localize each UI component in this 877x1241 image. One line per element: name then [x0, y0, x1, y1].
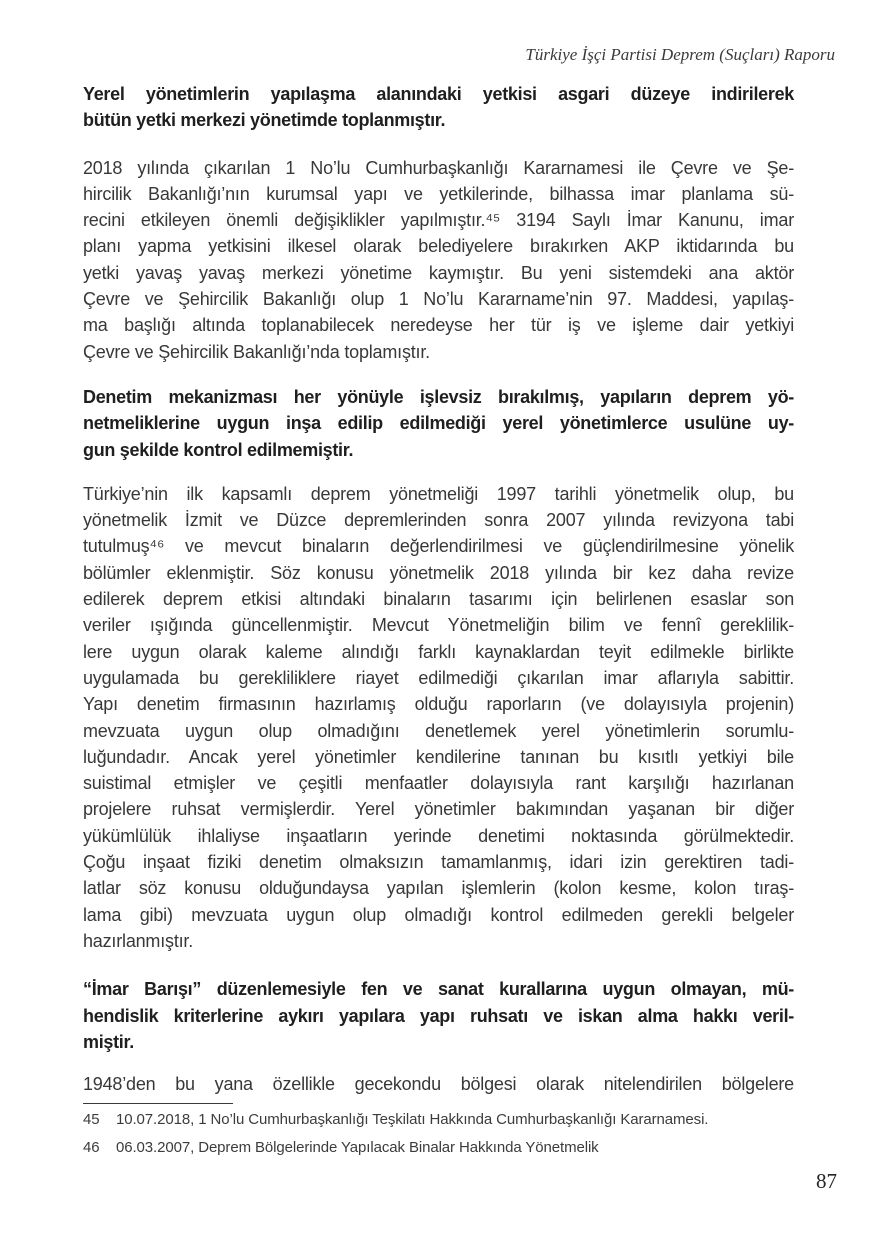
text-line: gun şekilde kontrol edilmemiştir.	[83, 439, 354, 460]
footnote-45	[83, 1110, 794, 1130]
text-line: miştir.	[83, 1031, 134, 1052]
text-line: Yapı denetim firmasının hazırlamış olduğu raporların (ve dolayısıyla projenin)	[83, 694, 794, 715]
text-line: bütün yetki merkezi yönetimde toplanmıştır.	[83, 110, 446, 131]
footnote-46	[83, 1138, 794, 1158]
text-line: 1948’den bu yana özellikle gecekondu bölgesi olarak nitelendirilen bölgelere	[83, 1074, 794, 1095]
text-line: tutulmuş⁴⁶ ve mevcut binaların değerlendirilmesi ve güçlendirilmesine yönelik	[83, 536, 794, 557]
text-line: hazırlanmıştır.	[83, 930, 194, 951]
text-line: yükümlülük ihlaliyse inşaatların yerinde denetimi noktasında görülmektedir.	[83, 825, 794, 846]
running-header: Türkiye İşçi Partisi Deprem (Suçları) Raporu	[525, 45, 835, 64]
text-line: Çevre ve Şehircilik Bakanlığı’nda toplamıştır.	[83, 341, 430, 362]
text-line: recini etkileyen önemli değişiklikler yapılmıştır.⁴⁵ 3194 Saylı İmar Kanunu, imar	[83, 210, 794, 231]
page-number: 87	[816, 1169, 837, 1193]
text-line: lama gibi) mevzuata uygun olup olmadığı kontrol edilmeden gerekli belgeler	[83, 904, 794, 925]
paragraph-2	[83, 481, 794, 954]
text-line: Çoğu inşaat fiziki denetim olmaksızın tamamlanmış, idari izin gerektiren tadi-	[83, 852, 794, 873]
paragraph-3	[83, 1071, 794, 1097]
text-line: hendislik kriterlerine aykırı yapılara yapı ruhsatı ve iskan alma hakkı veril-	[83, 1005, 794, 1026]
paragraph-1	[83, 155, 794, 365]
text-line: planı yapma yetkisini ilkesel olarak belediyelere bırakırken AKP iktidarında bu	[83, 236, 794, 257]
text-line: bölümler eklenmiştir. Söz konusu yönetmelik 2018 yılında bir kez daha revize	[83, 562, 794, 583]
footnote-text: 10.07.2018, 1 No’lu Cumhurbaşkanlığı Teşkilatı Hakkında Cumhurbaşkanlığı Kararnamesi.	[116, 1111, 709, 1128]
text-line: veriler ışığında güncellenmiştir. Mevcut Yönetmeliğin bilim ve fennî gereklilik-	[83, 615, 794, 636]
text-line: Yerel yönetimlerin yapılaşma alanındaki yetkisi asgari düzeye indirilerek	[83, 84, 794, 104]
text-line: ma başlığı altında toplanabilecek neredeyse her tür iş ve işleme dair yetkiyi	[83, 315, 794, 336]
text-line: suistimal etmişler ve çeşitli menfaatler dolayısıyla rant karşılığı hazırlanan	[83, 773, 794, 794]
text-line: luğundadır. Ancak yerel yönetimler kendilerine tanınan bu kısıtlı yetkiyi bile	[83, 746, 794, 767]
text-line: Çevre ve Şehircilik Bakanlığı olup 1 No’lu Kararname’nin 97. Maddesi, yapılaş-	[83, 289, 794, 310]
text-line: Denetim mekanizması her yönüyle işlevsiz bırakılmış, yapıların deprem yö-	[83, 386, 794, 407]
text-line: Türkiye’nin ilk kapsamlı deprem yönetmeliği 1997 tarihli yönetmelik olup, bu	[83, 483, 794, 504]
footnote-number: 46	[83, 1139, 100, 1156]
section-heading-2	[83, 384, 794, 463]
text-line: projelere ruhsat vermişlerdir. Yerel yönetimler bakımından yaşanan bir diğer	[83, 799, 794, 820]
text-line: uygulamada bu gerekliliklere riayet edilmediği çıkarılan imar aflarıyla sabittir.	[83, 667, 794, 688]
text-line: hircilik Bakanlığı’nın kurumsal yapı ve yetkilerinde, bilhassa imar planlama sü-	[83, 183, 794, 204]
text-line: lere uygun olarak kaleme alındığı farklı kaynaklardan teyit edilmekle birlikte	[83, 641, 794, 662]
section-heading-1	[83, 81, 794, 134]
footnote-separator	[83, 1103, 233, 1104]
section-heading-3	[83, 976, 794, 1055]
text-line: yetki yavaş yavaş merkezi yönetime kaymıştır. Bu yeni sistemdeki ana aktör	[83, 262, 794, 283]
text-line: edilerek deprem etkisi altındaki binaların tasarımı için belirlenen esaslar son	[83, 589, 794, 610]
footnote-number: 45	[83, 1111, 100, 1128]
text-line: mevzuata uygun olup olmadığını denetlemek yerel yönetimlerin sorumlu-	[83, 720, 794, 741]
page-body	[83, 81, 794, 1097]
text-line: netmeliklerine uygun inşa edilip edilmediği yerel yönetimlerce usulüne uy-	[83, 413, 794, 434]
text-line: 2018 yılında çıkarılan 1 No’lu Cumhurbaşkanlığı Kararnamesi ile Çevre ve Şe-	[83, 157, 794, 178]
text-line: “İmar Barışı” düzenlemesiyle fen ve sanat kurallarına uygun olmayan, mü-	[83, 979, 794, 1000]
text-line: latlar söz konusu olduğundaysa yapılan işlemlerin (kolon kesme, kolon tıraş-	[83, 878, 794, 899]
text-line: yönetmelik İzmit ve Düzce depremlerinden sonra 2007 yılında revizyona tabi	[83, 510, 794, 531]
footnote-text: 06.03.2007, Deprem Bölgelerinde Yapılacak Binalar Hakkında Yönetmelik	[116, 1139, 599, 1156]
